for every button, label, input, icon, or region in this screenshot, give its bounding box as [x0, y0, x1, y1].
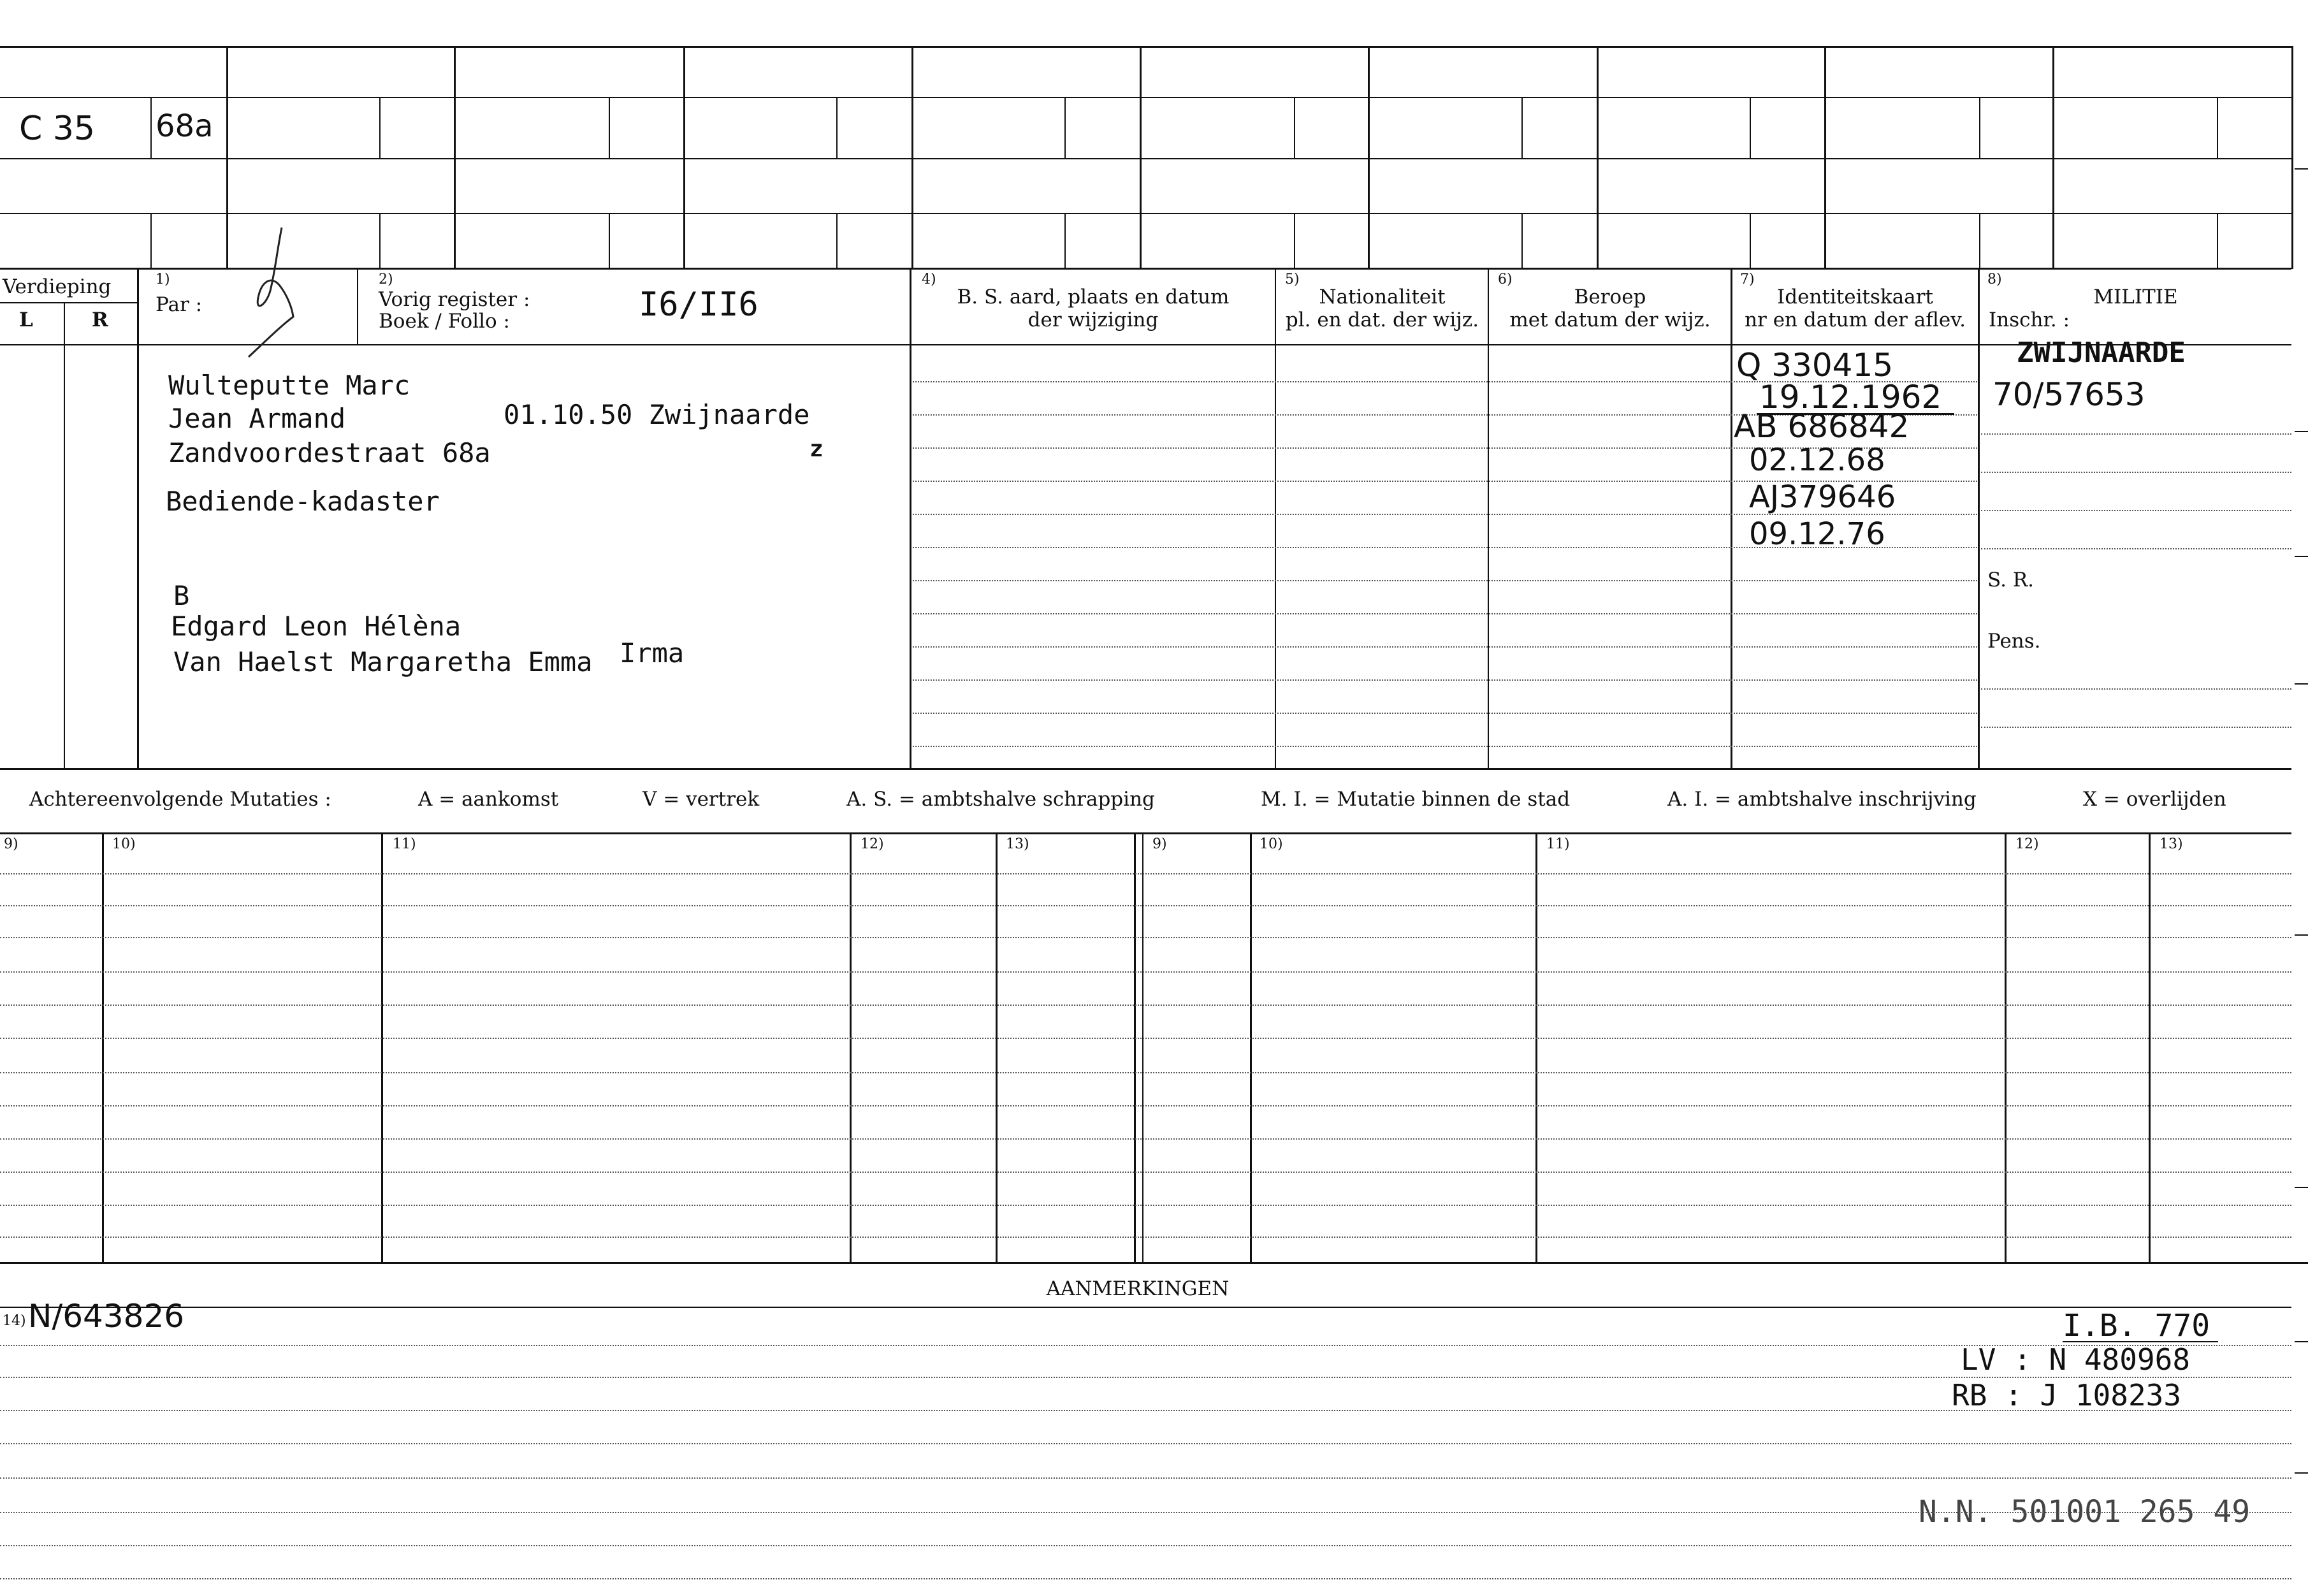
mut-col-13b: 13): [2159, 836, 2183, 852]
person-profession: Bediende-kadaster: [166, 486, 440, 517]
mut-col-9b: 9): [1152, 836, 1167, 852]
id-card-number: AJ379646: [1749, 479, 1896, 515]
legend-aankomst: A = aankomst: [418, 788, 559, 811]
id-card-date: 09.12.76: [1749, 516, 1885, 552]
mutaties-title: Achtereenvolgende Mutaties :: [29, 788, 331, 811]
nn-number: N.N. 501001 265 49: [1919, 1494, 2251, 1530]
col-8-number: 8): [1987, 272, 2002, 287]
bs-header: [911, 286, 1275, 331]
col-7-number: 7): [1740, 272, 1755, 287]
legend-vertrek: V = vertrek: [642, 788, 760, 811]
militie-header: MILITIE: [2093, 286, 2178, 308]
aanmerkingen-title: AANMERKINGEN: [1046, 1277, 1230, 1300]
person-given-names: Jean Armand: [168, 403, 346, 434]
militie-place: ZWIJNAARDE: [2017, 337, 2186, 369]
block-code: C 35: [19, 110, 96, 148]
ib-number: I.B. 770: [2063, 1308, 2210, 1344]
bs-header-line2: der wijziging: [1027, 308, 1159, 331]
b-mark: B: [173, 580, 190, 611]
person-birth: 01.10.50 Zwijnaarde: [504, 399, 810, 430]
col-4-number: 4): [922, 272, 936, 287]
mut-col-11: 11): [393, 836, 416, 852]
mut-col-10b: 10): [1259, 836, 1283, 852]
id-card-number: AB 686842: [1734, 408, 1910, 445]
militie-number: 70/57653: [1992, 376, 2145, 413]
beroep-header-line1: Beroep: [1574, 286, 1646, 308]
col-1-number: 1): [156, 272, 170, 287]
col-5-number: 5): [1285, 272, 1300, 287]
id-header-line1: Identiteitskaart: [1777, 286, 1933, 308]
aanmerking-value: N/643826: [28, 1298, 185, 1335]
id-card-date: 19.12.1962: [1759, 379, 1942, 416]
legend-overlijden: X = overlijden: [2083, 788, 2226, 811]
person-name: Wulteputte Marc: [168, 370, 410, 401]
person-mother: Van Haelst Margaretha Emma: [173, 646, 593, 678]
nationaliteit-header: [1277, 286, 1488, 331]
col-14-number: 14): [3, 1313, 26, 1329]
rb-number: RB : J 108233: [1952, 1378, 2182, 1412]
legend-schrapping: A. S. = ambtshalve schrapping: [846, 788, 1155, 811]
legend-inschrijving: A. I. = ambtshalve inschrijving: [1667, 788, 1977, 811]
nat-header-line1: Nationaliteit: [1319, 286, 1446, 308]
verdieping-header: Verdieping: [3, 275, 112, 298]
z-mark: z: [809, 436, 824, 462]
vorig-register-value: I6/II6: [639, 286, 758, 324]
mut-col-11b: 11): [1546, 836, 1570, 852]
lv-number: LV : N 480968: [1961, 1342, 2191, 1377]
sr-label: S. R.: [1987, 569, 2035, 591]
id-card-number: Q 330415: [1736, 347, 1894, 384]
col-2-number: 2): [379, 272, 393, 287]
person-mother-extra: Irma: [620, 637, 685, 669]
house-code: 68a: [156, 108, 214, 144]
mut-col-12: 12): [860, 836, 884, 852]
person-father: Edgard Leon Hélèna: [171, 611, 461, 642]
signature-mark: [242, 224, 312, 358]
identiteitskaart-header: [1732, 286, 1978, 331]
id-card-date: 02.12.68: [1749, 442, 1885, 478]
beroep-header: [1490, 286, 1731, 331]
legend-mutatie-stad: M. I. = Mutatie binnen de stad: [1261, 788, 1571, 811]
nat-header-line2: pl. en dat. der wijz.: [1285, 308, 1479, 331]
pens-label: Pens.: [1987, 630, 2041, 653]
mut-col-10: 10): [112, 836, 136, 852]
beroep-header-line2: met datum der wijz.: [1509, 308, 1711, 331]
person-address: Zandvoordestraat 68a: [168, 437, 491, 468]
mut-col-13: 13): [1006, 836, 1029, 852]
boek-folio-label: Boek / Follo :: [379, 310, 510, 333]
id-header-line2: nr en datum der aflev.: [1745, 308, 1966, 331]
bs-header-line1: B. S. aard, plaats en datum: [957, 286, 1230, 308]
mut-col-12b: 12): [2015, 836, 2039, 852]
par-label: Par :: [156, 293, 203, 316]
col-6-number: 6): [1498, 272, 1513, 287]
floor-r-header: R: [92, 308, 108, 331]
floor-l-header: L: [19, 308, 33, 331]
vorig-register-label: Vorig register :: [379, 288, 530, 311]
mut-col-9: 9): [4, 836, 18, 852]
inschr-label: Inschr. :: [1989, 308, 2070, 331]
